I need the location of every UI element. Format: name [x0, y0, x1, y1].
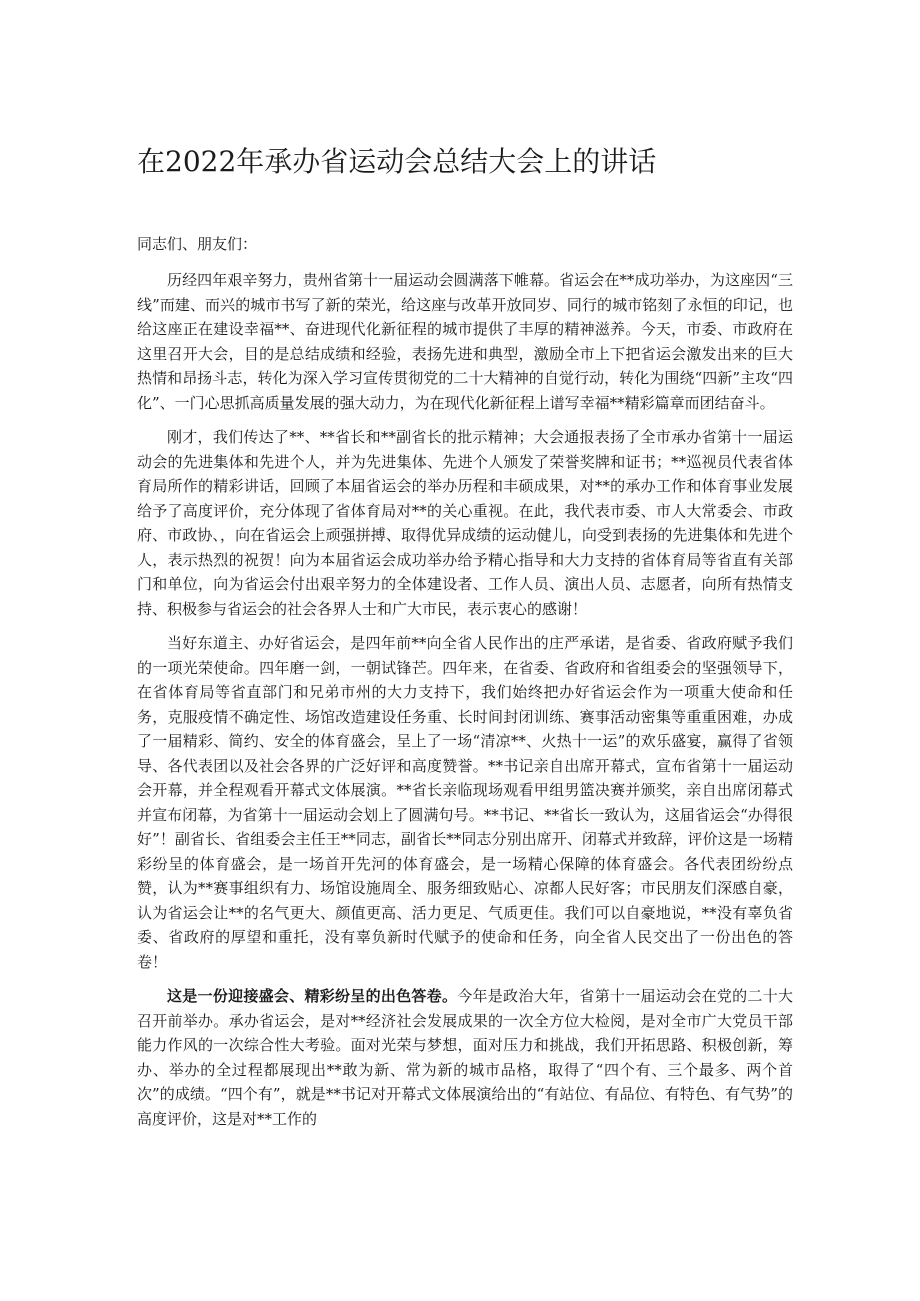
document-body	[137, 230, 793, 1141]
paragraph-text: 今年是政治大年，省第十一届运动会在党的二十大召开前举办。承办省运会，是对**经济社会发展成果的一次全方位大检阅，是对全市广大党员干部能力作风的一次综合性大考验。面对光荣与梦想，面对压力和挑战，我们开拓思路、积极创新，筹办、举办的全过程都展现出**敢为新、常为新的城市品格，取得了“四个有、三个最多、两个首次”的成绩。“四个有”，就是**书记对开幕式文体展演给出的“有站位、有品位、有特色、有气势”的高度评价，这是对**工作的	[137, 987, 793, 1128]
document-title: 在2022年承办省运动会总结大会上的讲话	[137, 145, 657, 178]
paragraph-2	[137, 425, 793, 621]
paragraph-4	[137, 984, 793, 1131]
paragraph-text: 刚才，我们传达了**、**省长和**副省长的批示精神；大会通报表扬了全市承办省第十一届运动会的先进集体和先进个人，并为先进集体、先进个人颁发了荣誉奖牌和证书；**巡视员代表省体育局所作的精彩讲话，回顾了本届省运会的举办历程和丰硕成果，对**的承办工作和体育事业发展给予了高度评价，充分体现了省体育局对**的关心重视。在此，我代表市委、市人大常委会、市政府、市政协、，向在省运会上顽强拼搏、取得优异成绩的运动健儿，向受到表扬的先进集体和先进个人，表示热烈的祝贺！向为本届省运会成功举办给予精心指导和大力支持的省体育局等省直有关部门和单位，向为省运会付出艰辛努力的全体建设者、工作人员、演出人员、志愿者，向所有热情支持、积极参与省运会的社会各界人士和广大市民，表示衷心的感谢！	[137, 428, 793, 618]
paragraph-1	[137, 268, 793, 415]
paragraph-lead-heading: 这是一份迎接盛会、精彩纷呈的出色答卷。	[167, 987, 458, 1005]
paragraph-text: 当好东道主、办好省运会，是四年前**向全省人民作出的庄严承诺，是省委、省政府赋予我们的一项光荣使命。四年磨一剑，一朝试锋芒。四年来，在省委、省政府和省组委会的坚强领导下，在省体育局等省直部门和兄弟市州的大力支持下，我们始终把办好省运会作为一项重大使命和任务，克服疫情不确定性、场馆改造建设任务重、长时间封闭训练、赛事活动密集等重重困难，办成了一届精彩、简约、安全的体育盛会，呈上了一场“清凉**、火热十一运”的欢乐盛宴，赢得了省领导、各代表团以及社会各界的广泛好评和高度赞誉。**书记亲自出席开幕式，宣布省第十一届运动会开幕，并全程观看开幕式文体展演。**省长亲临现场观看甲组男篮决赛并颁奖，亲自出席闭幕式并宣布闭幕，为省第十一届运动会划上了圆满句号。**书记、**省长一致认为，这届省运会“办得很好”！副省长、省组委会主任王**同志，副省长**同志分别出席开、闭幕式并致辞，评价这是一场精彩纷呈的体育盛会，是一场首开先河的体育盛会，是一场精心保障的体育盛会。各代表团纷纷点赞，认为**赛事组织有力、场馆设施周全、服务细致贴心、凉都人民好客；市民朋友们深感自豪，认为省运会让**的名气更大、颜值更高、活力更足、气质更佳。我们可以自豪地说，**没有辜负省委、省政府的厚望和重托，没有辜负新时代赋予的使命和任务，向全省人民交出了一份出色的答卷！	[137, 634, 793, 971]
salutation: 同志们、朋友们：	[137, 235, 258, 253]
paragraph-3	[137, 631, 793, 974]
paragraph-text: 历经四年艰辛努力，贵州省第十一届运动会圆满落下帷幕。省运会在**成功举办，为这座因“三线”而建、而兴的城市书写了新的荣光，给这座与改革开放同岁、同行的城市铭刻了永恒的印记，也给这座正在建设幸福**、奋进现代化新征程的城市提供了丰厚的精神滋养。今天，市委、市政府在这里召开大会，目的是总结成绩和经验，表扬先进和典型，激励全市上下把省运会激发出来的巨大热情和昂扬斗志，转化为深入学习宣传贯彻党的二十大精神的自觉行动，转化为围绕“四新”主攻“四化”、一门心思抓高质量发展的强大动力，为在现代化新征程上谱写幸福**精彩篇章而团结奋斗。	[137, 271, 793, 412]
